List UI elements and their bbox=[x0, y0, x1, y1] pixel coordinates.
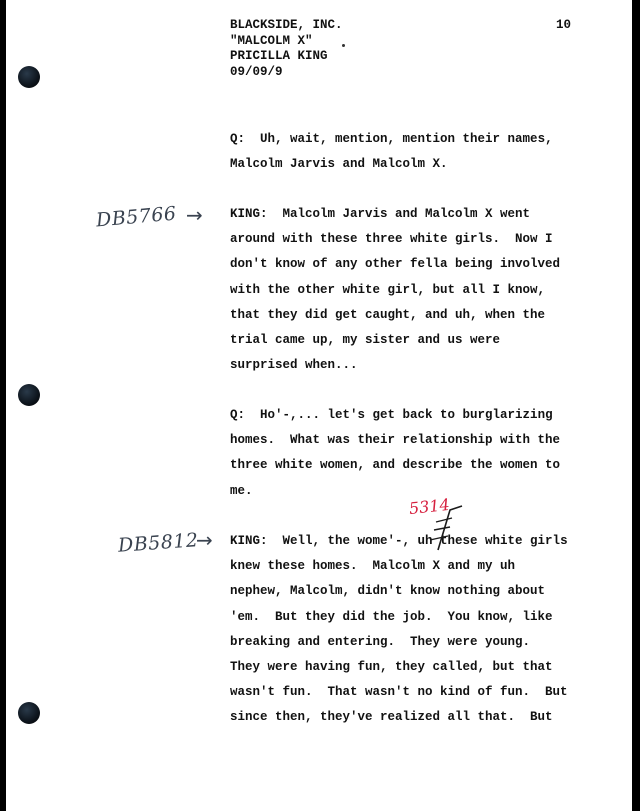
header-title: "MALCOLM X" bbox=[230, 33, 313, 48]
insertion-mark-icon bbox=[416, 500, 476, 560]
page-number: 10 bbox=[556, 18, 572, 32]
arrow-icon: → bbox=[196, 528, 213, 552]
paragraph-line: trial came up, my sister and us were bbox=[230, 333, 501, 348]
speaker-label: Q: bbox=[230, 132, 246, 146]
binder-hole bbox=[18, 702, 40, 724]
paragraph-line: that they did get caught, and uh, when the bbox=[230, 307, 546, 322]
paragraph-line: me. bbox=[230, 483, 253, 498]
paragraph-line: Malcolm Jarvis and Malcolm X. bbox=[230, 157, 448, 172]
speaker-label: KING: bbox=[230, 207, 268, 221]
binder-hole bbox=[18, 66, 40, 88]
document-header bbox=[230, 18, 343, 80]
speaker-label: KING: bbox=[230, 534, 268, 548]
handwritten-timecode-5314: 5314 bbox=[408, 494, 451, 519]
paragraph-line: Well, the wome'-, uh these white girls bbox=[267, 534, 568, 548]
paragraph-line: nephew, Malcolm, didn't know nothing about bbox=[230, 584, 546, 599]
stray-mark bbox=[342, 44, 345, 47]
paragraph-line: since then, they've realized all that. But bbox=[230, 710, 553, 725]
paragraph-line: surprised when... bbox=[230, 358, 358, 373]
transcript-paragraph bbox=[230, 127, 590, 177]
paragraph-line: don't know of any other fella being involved bbox=[230, 257, 561, 272]
paragraph-line: breaking and entering. They were young. bbox=[230, 634, 531, 649]
paragraph-line: They were having fun, they called, but that bbox=[230, 660, 553, 675]
paragraph-line: knew these homes. Malcolm X and my uh bbox=[230, 559, 516, 574]
header-company: BLACKSIDE, INC. bbox=[230, 18, 343, 32]
paragraph-line: Malcolm Jarvis and Malcolm X went bbox=[267, 207, 531, 221]
transcript-paragraph bbox=[230, 403, 590, 504]
handwritten-code-db5766: DB5766 bbox=[95, 202, 178, 232]
paragraph-line: Uh, wait, mention, mention their names, bbox=[245, 132, 553, 146]
transcript-paragraph bbox=[230, 529, 590, 731]
header-date: 09/09/9 bbox=[230, 64, 283, 79]
transcript-paragraph bbox=[230, 202, 590, 378]
handwritten-code-db5812: DB5812 bbox=[117, 529, 200, 557]
paragraph-line: with the other white girl, but all I know, bbox=[230, 282, 546, 297]
transcript-page bbox=[6, 0, 632, 811]
paragraph-line: 'em. But they did the job. You know, like bbox=[230, 609, 553, 624]
paragraph-line: three white women, and describe the women to bbox=[230, 458, 561, 473]
header-interviewee: PRICILLA KING bbox=[230, 49, 328, 63]
paragraph-line: Ho'-,... let's get back to burglarizing bbox=[245, 408, 553, 422]
paragraph-line: around with these three white girls. Now I bbox=[230, 232, 553, 247]
arrow-icon: → bbox=[186, 203, 203, 227]
paragraph-line: homes. What was their relationship with the bbox=[230, 433, 561, 448]
paragraph-line: wasn't fun. That wasn't no kind of fun. But bbox=[230, 685, 568, 700]
binder-hole bbox=[18, 384, 40, 406]
speaker-label: Q: bbox=[230, 408, 246, 422]
